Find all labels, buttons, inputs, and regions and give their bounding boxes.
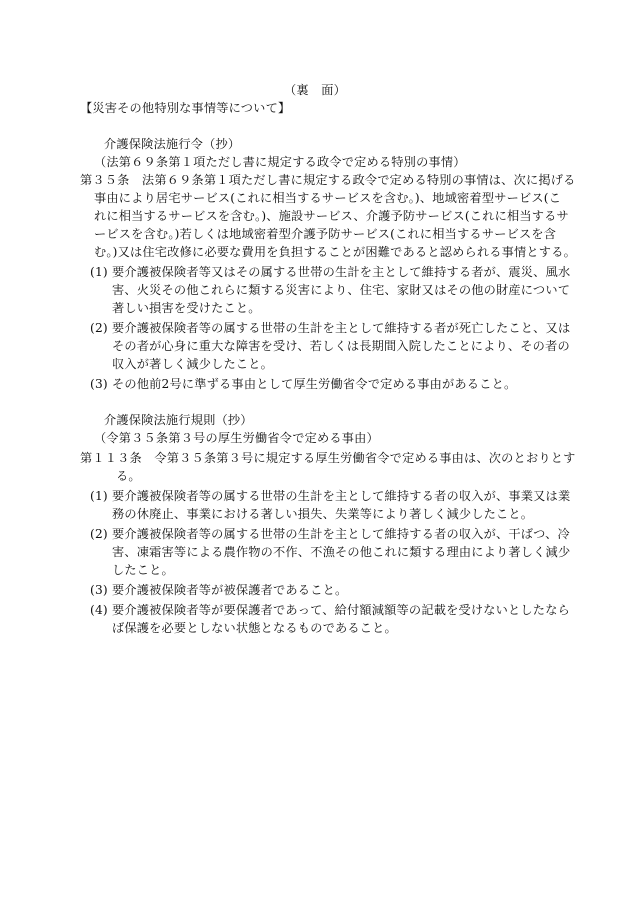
order-article-line-2: 事由により居宅サービス(これに相当するサービスを含む。)、地域密着型サービス(こ xyxy=(94,191,562,205)
rules-item-3-number: (3) xyxy=(90,583,108,597)
rules-item-1-line-2: 務の休廃止、事業における著しい損失、失業等により著しく減少したこと。 xyxy=(112,507,534,521)
rules-caption: （令第３５条第３号の厚生労働省令で定める事由） xyxy=(94,431,379,445)
order-item-3-line-1: その他前2号に準ずる事由として厚生労働省令で定める事由があること。 xyxy=(112,377,517,391)
rules-item-2-line-3: したこと。 xyxy=(112,563,174,577)
rules-item-4-line-2: ば保護を必要としない状態となるものであること。 xyxy=(112,621,397,635)
order-item-1-line-2: 害、火災その他これらに類する災害により、住宅、家財又はその他の財産について xyxy=(112,283,571,297)
order-item-2-line-3: 収入が著しく減少したこと。 xyxy=(112,357,274,371)
order-item-2-line-2: その者が心身に重大な障害を受け、若しくは長期間入院したことにより、その者の xyxy=(112,339,570,353)
page-title: （裏 面） xyxy=(284,83,346,97)
order-item-2-line-1: 要介護被保険者等の属する世帯の生計を主として維持する者が死亡したこと、又は xyxy=(112,321,571,335)
rules-title: 介護保険法施行規則（抄） xyxy=(104,413,253,427)
order-item-2-number: (2) xyxy=(90,321,108,335)
order-title: 介護保険法施行令（抄） xyxy=(104,137,241,151)
order-item-1-line-1: 要介護被保険者等又はその属する世帯の生計を主として維持する者が、震災、風水 xyxy=(112,265,571,279)
rules-item-2-line-1: 要介護被保険者等の属する世帯の生計を主として維持する者の収入が、干ばつ、冷 xyxy=(112,527,570,541)
order-item-1-number: (1) xyxy=(90,265,108,279)
rules-item-2-number: (2) xyxy=(90,527,108,541)
rules-item-1-line-1: 要介護被保険者等の属する世帯の生計を主として維持する者の収入が、事業又は業 xyxy=(112,489,571,503)
rules-item-4-line-1: 要介護被保険者等が要保護者であって、給付額減額等の記載を受けないとしたなら xyxy=(112,603,570,617)
order-item-3-number: (3) xyxy=(90,377,108,391)
section-heading: 【災害その他特別な事情等について】 xyxy=(80,101,291,115)
order-caption: （法第６９条第１項ただし書に規定する政令で定める特別の事情） xyxy=(94,155,466,169)
order-article-line-5: む。)又は住宅改修に必要な費用を負担することが困難であると認められる事情とする。 xyxy=(94,245,576,259)
order-article-line-4: ービスを含む。)若しくは地域密着型介護予防サービス(これに相当するサービスを含 xyxy=(94,227,557,241)
rules-item-2-line-2: 害、凍霜害等による農作物の不作、不漁その他これに類する理由により著しく減少 xyxy=(112,545,571,559)
rules-article-line-1: 第１１３条 令第３５条第３号に規定する厚生労働省令で定める事由は、次のとおりとす xyxy=(80,451,576,465)
rules-item-4-number: (4) xyxy=(90,603,108,617)
order-item-1-line-3: 著しい損害を受けたこと。 xyxy=(112,301,261,315)
order-article-line-3: れに相当するサービスを含む。)、施設サービス、介護予防サービス(これに相当するサ xyxy=(94,209,569,223)
rules-item-3-line-1: 要介護被保険者等が被保護者であること。 xyxy=(112,583,348,597)
rules-article-line-2: る。 xyxy=(116,469,141,483)
rules-item-1-number: (1) xyxy=(90,489,108,503)
order-article-line-1: 第３５条 法第６９条第１項ただし書に規定する政令で定める特別の事情は、次に掲げる xyxy=(80,173,576,187)
